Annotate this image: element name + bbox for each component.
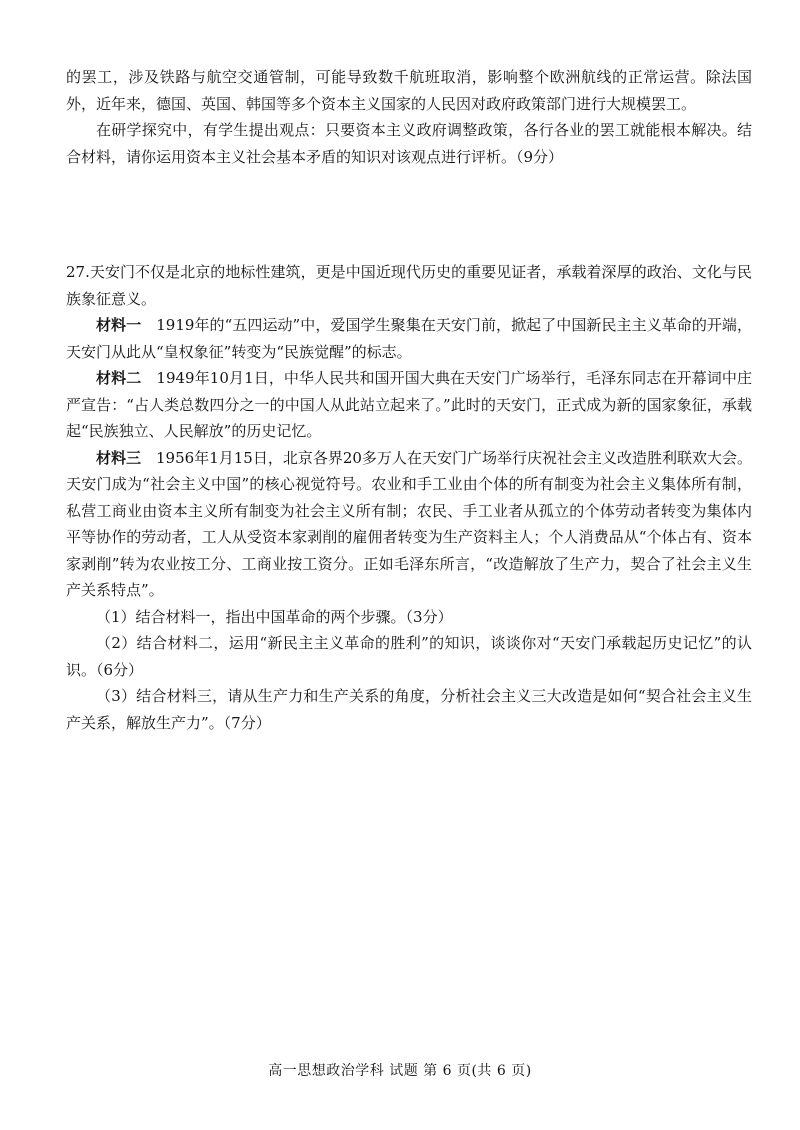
question-27: [66, 259, 752, 736]
question-prompt: 在研学探究中，有学生提出观点：只要资本主义政府调整政策，各行各业的罢工就能根本解决。结合材料，请你运用资本主义社会基本矛盾的知识对该观点进行评析。（9分）: [66, 121, 752, 166]
previous-question-tail: [66, 64, 752, 170]
material-3: [66, 445, 752, 604]
material-1: [66, 312, 752, 365]
question-stem: 27.天安门不仅是北京的地标性建筑，更是中国近现代历史的重要见证者，承载着深厚的政治、文化与民族象征意义。: [66, 263, 752, 308]
material-2: [66, 365, 752, 445]
sub-question-1: （1）结合材料一，指出中国革命的两个步骤。（3分）: [96, 607, 453, 626]
page-footer: 高一思想政治学科 试题 第 6 页(共 6 页): [268, 1063, 532, 1079]
material-label: 材料二: [96, 369, 142, 387]
sub-question-3: （3）结合材料三，请从生产力和生产关系的角度，分析社会主义三大改造是如何“契合社会主义生产关系，解放生产力”。（7分）: [66, 687, 752, 732]
sub-question-2: （2）结合材料二，运用“新民主主义革命的胜利”的知识，谈谈你对“天安门承载起历史记忆”的认识。（6分）: [66, 634, 752, 679]
material-label: 材料一: [96, 316, 142, 334]
material-label: 材料三: [96, 448, 142, 467]
material-text: 1949年10月1日，中华人民共和国开国大典在天安门广场举行，毛泽东同志在开幕词中庄严宣告：“占人类总数四分之一的中国人从此站立起来了。”此时的天安门，正式成为新的国家象征，承载起“民族独立、人民解放”的历史记忆。: [66, 369, 752, 440]
material-text: 1956年1月15日，北京各界20多万人在天安门广场举行庆祝社会主义改造胜利联欢大会。天安门成为“社会主义中国”的核心视觉符号。农业和手工业由个体的所有制变为社会主义集体所有制，私营工商业由资本主义所有制变为社会主义所有制；农民、手工业者从孤立的个体劳动者转变为集体内平等协作的劳动者，工人从受资本家剥削的雇佣者转变为生产资料主人；个人消费品从“个体占有、资本家剥削”转为农业按工分、工商业按工资分。正如毛泽东所言，“改造解放了生产力，契合了社会主义生产关系特点”。: [66, 448, 752, 599]
material-continuation-text: 的罢工，涉及铁路与航空交通管制，可能导致数千航班取消，影响整个欧洲航线的正常运营。除法国外，近年来，德国、英国、韩国等多个资本主义国家的人民因对政府政策部门进行大规模罢工。: [66, 68, 752, 113]
material-text: 1919年的“五四运动”中，爱国学生聚集在天安门前，掀起了中国新民主主义革命的开端，天安门从此从“皇权象征”转变为“民族觉醒”的标志。: [66, 316, 752, 361]
